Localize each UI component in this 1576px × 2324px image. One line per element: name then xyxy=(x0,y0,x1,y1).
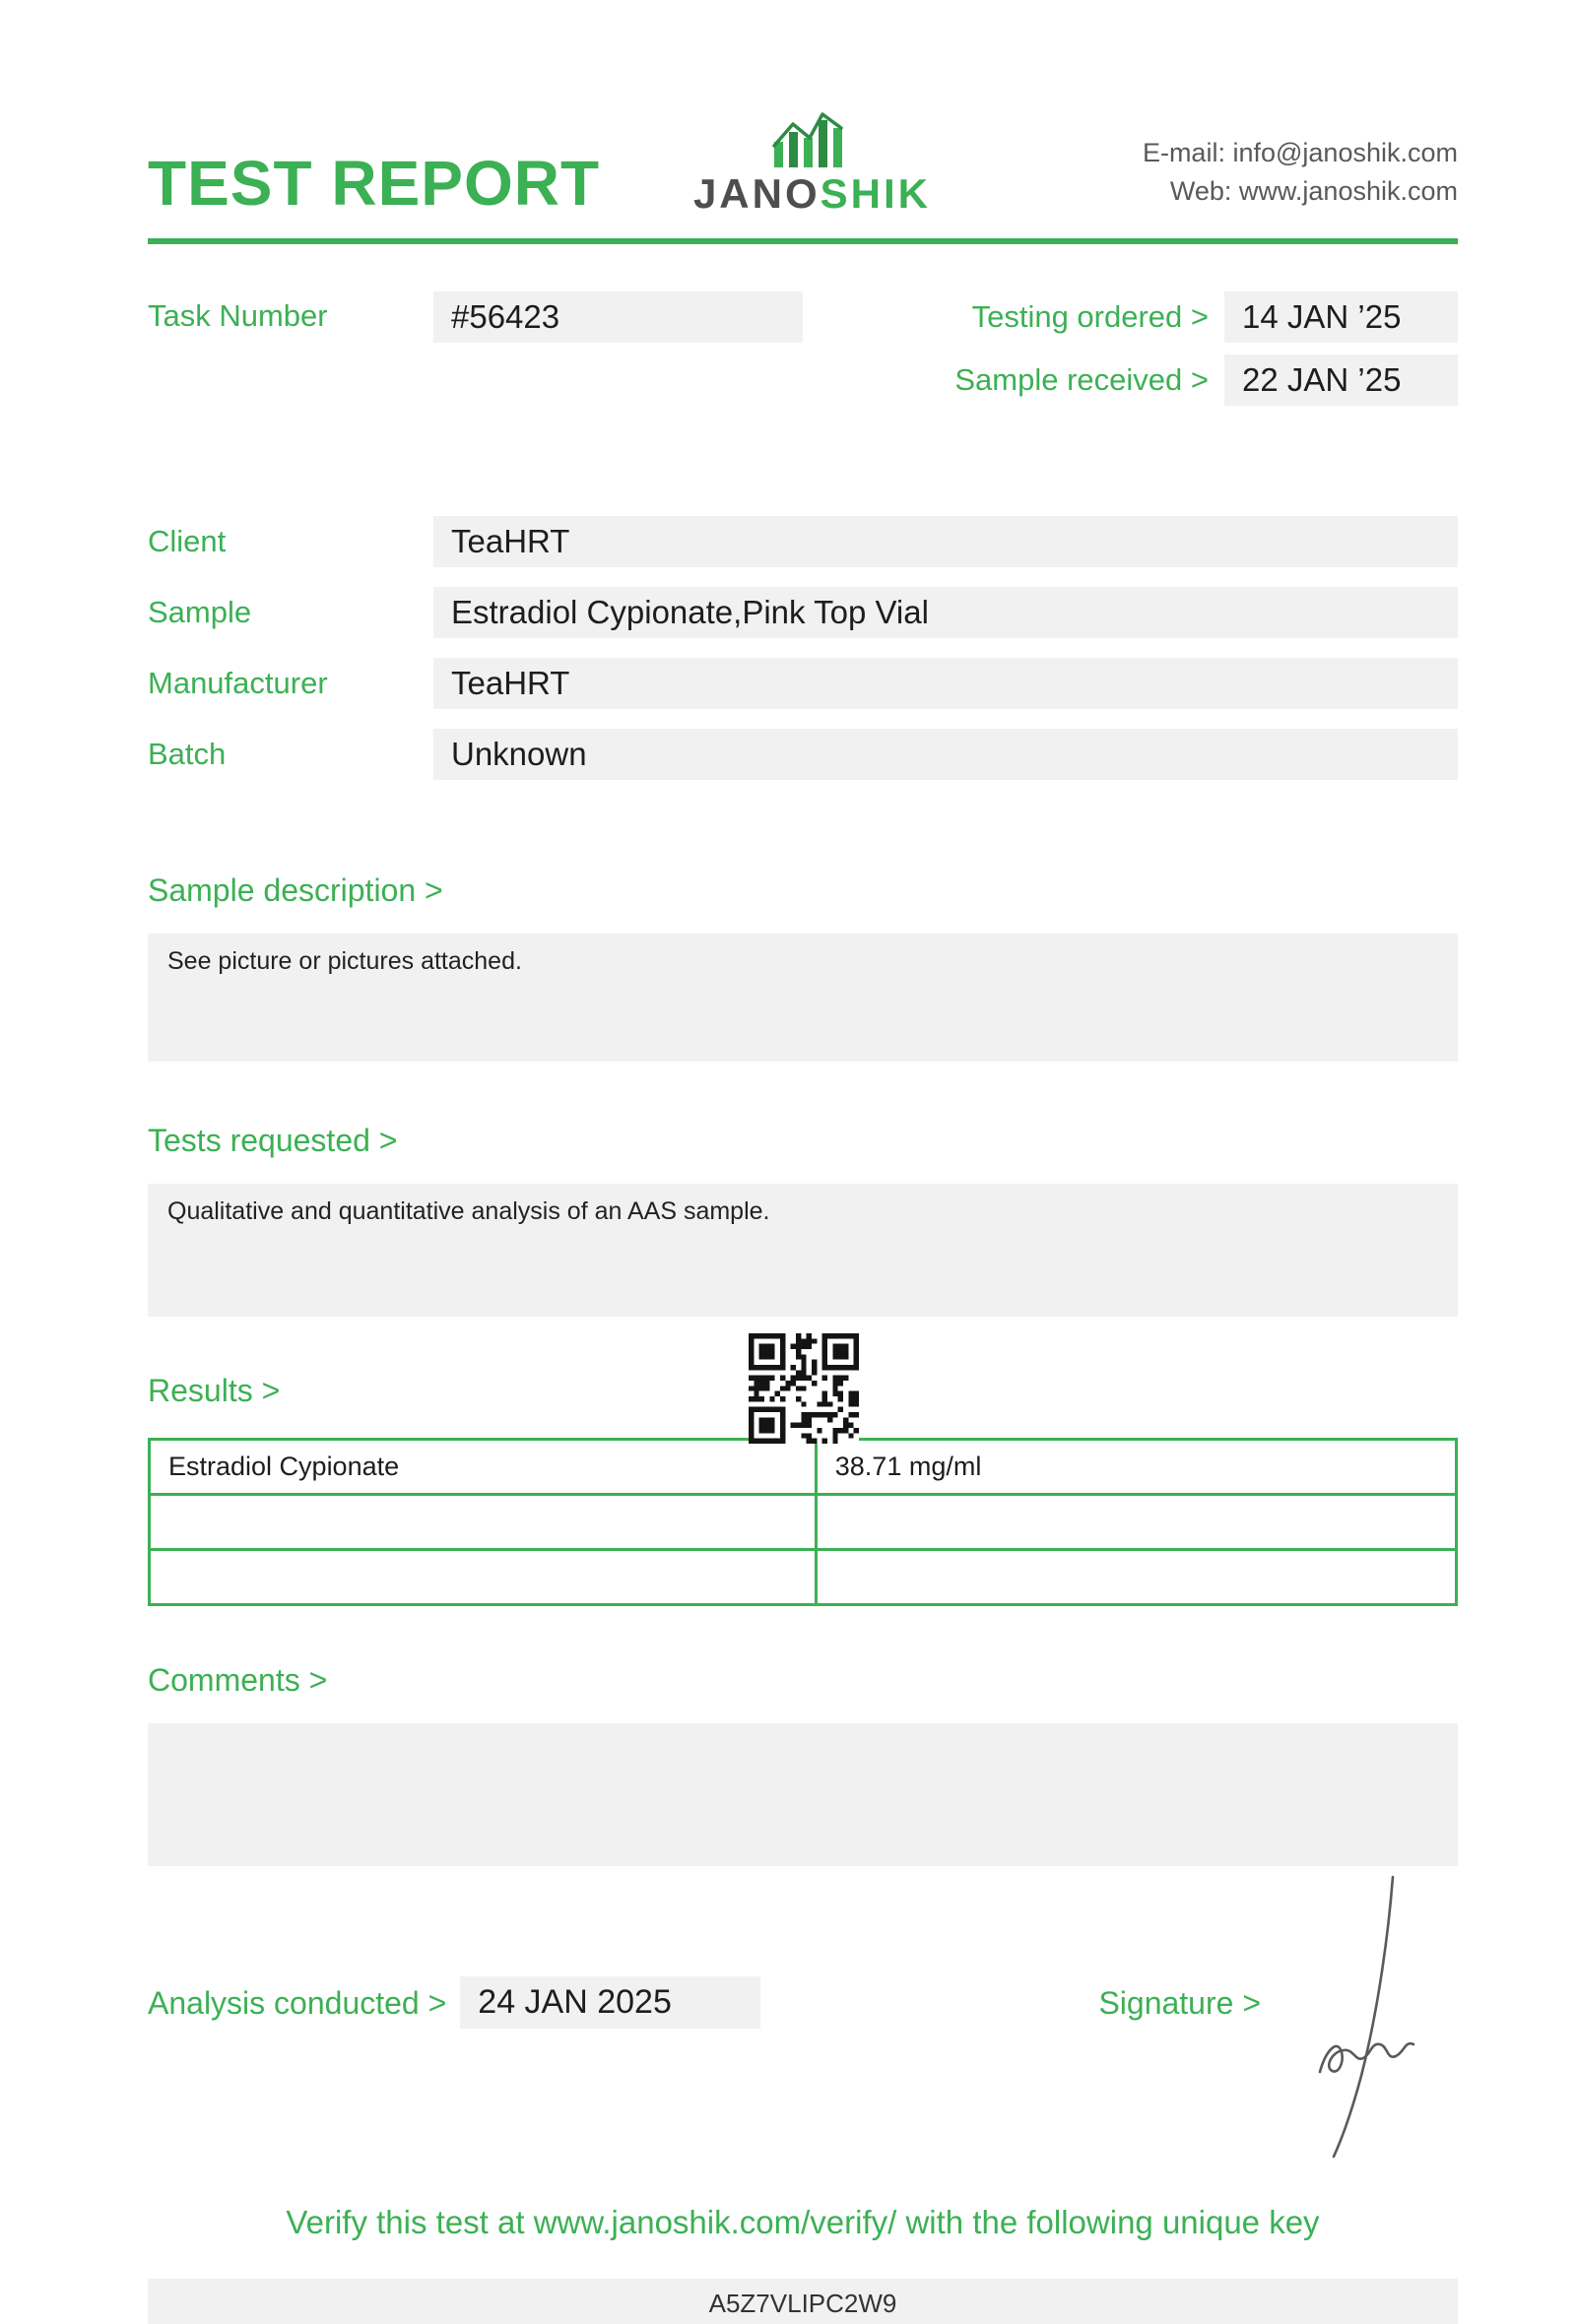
task-number-value: #56423 xyxy=(433,291,803,343)
qr-code xyxy=(749,1333,859,1444)
detail-row-batch xyxy=(148,729,1458,780)
client-label: Client xyxy=(148,524,227,558)
testing-ordered-value: 14 JAN ’25 xyxy=(1224,291,1458,343)
header-divider xyxy=(148,238,1458,244)
tests-requested-label: Tests requested > xyxy=(148,1123,398,1158)
tests-requested-box: Qualitative and quantitative analysis of an AAS sample. xyxy=(148,1184,1458,1317)
meta-row xyxy=(148,291,1458,406)
table-row xyxy=(150,1550,1457,1605)
signature-label: Signature > xyxy=(1098,1984,1261,2021)
testing-ordered-label: Testing ordered > xyxy=(971,299,1209,334)
email-label: E-mail: xyxy=(1142,137,1225,167)
table-row xyxy=(150,1495,1457,1550)
janoshik-logo xyxy=(693,112,931,215)
logo-text-shik: SHIK xyxy=(820,170,932,217)
unique-key-box: A5Z7VLIPC2W9 xyxy=(148,2279,1458,2324)
manufacturer-label: Manufacturer xyxy=(148,666,328,700)
email-value: info@janoshik.com xyxy=(1232,137,1458,167)
table-cell-substance xyxy=(150,1495,817,1550)
results-label: Results > xyxy=(148,1373,281,1408)
analysis-conducted-group xyxy=(148,1976,760,2029)
sample-description-box: See picture or pictures attached. xyxy=(148,934,1458,1062)
analysis-date-value: 24 JAN 2025 xyxy=(460,1976,760,2029)
task-number-group xyxy=(148,291,803,406)
manufacturer-value: TeaHRT xyxy=(433,658,1458,709)
table-cell-value xyxy=(816,1495,1456,1550)
analysis-row xyxy=(148,1976,1458,2029)
page-title: TEST REPORT xyxy=(148,148,601,219)
table-cell-value: 38.71 mg/ml xyxy=(816,1440,1456,1495)
table-cell-substance xyxy=(150,1550,817,1605)
batch-label: Batch xyxy=(148,737,227,771)
web-value: www.janoshik.com xyxy=(1238,175,1458,206)
sample-details xyxy=(148,516,1458,780)
sample-received-label: Sample received > xyxy=(954,362,1209,397)
results-table xyxy=(148,1438,1458,1606)
dates-group xyxy=(913,291,1458,406)
verify-text: Verify this test at www.janoshik.com/verify/ with the following unique key xyxy=(286,2204,1320,2240)
testing-ordered-line xyxy=(913,291,1458,343)
web-label: Web: xyxy=(1169,175,1232,206)
results-section xyxy=(148,1371,1458,1606)
sample-received-line xyxy=(913,355,1458,406)
contact-info xyxy=(1143,134,1458,215)
client-value: TeaHRT xyxy=(433,516,1458,567)
detail-row-sample xyxy=(148,587,1458,638)
sample-received-value: 22 JAN ’25 xyxy=(1224,355,1458,406)
analysis-conducted-label: Analysis conducted > xyxy=(148,1984,447,2021)
tests-requested-section xyxy=(148,1121,1458,1317)
detail-row-manufacturer xyxy=(148,658,1458,709)
table-row xyxy=(150,1440,1457,1495)
logo-wordmark xyxy=(692,170,932,217)
comments-section xyxy=(148,1660,1458,1866)
task-number-label: Task Number xyxy=(148,298,328,333)
table-cell-substance: Estradiol Cypionate xyxy=(150,1440,817,1495)
detail-row-client xyxy=(148,516,1458,567)
sample-description-section xyxy=(148,871,1458,1062)
sample-value: Estradiol Cypionate,Pink Top Vial xyxy=(433,587,1458,638)
report-header xyxy=(148,95,1458,219)
contact-web-line xyxy=(1143,172,1458,211)
contact-email-line xyxy=(1143,134,1458,172)
comments-label: Comments > xyxy=(148,1662,328,1698)
sample-description-label: Sample description > xyxy=(148,872,443,908)
comments-box xyxy=(148,1723,1458,1866)
logo-text-jano: JANO xyxy=(692,170,821,217)
sample-label: Sample xyxy=(148,595,252,629)
logo-chart-icon xyxy=(770,112,853,169)
table-cell-value xyxy=(816,1550,1456,1605)
batch-value: Unknown xyxy=(433,729,1458,780)
